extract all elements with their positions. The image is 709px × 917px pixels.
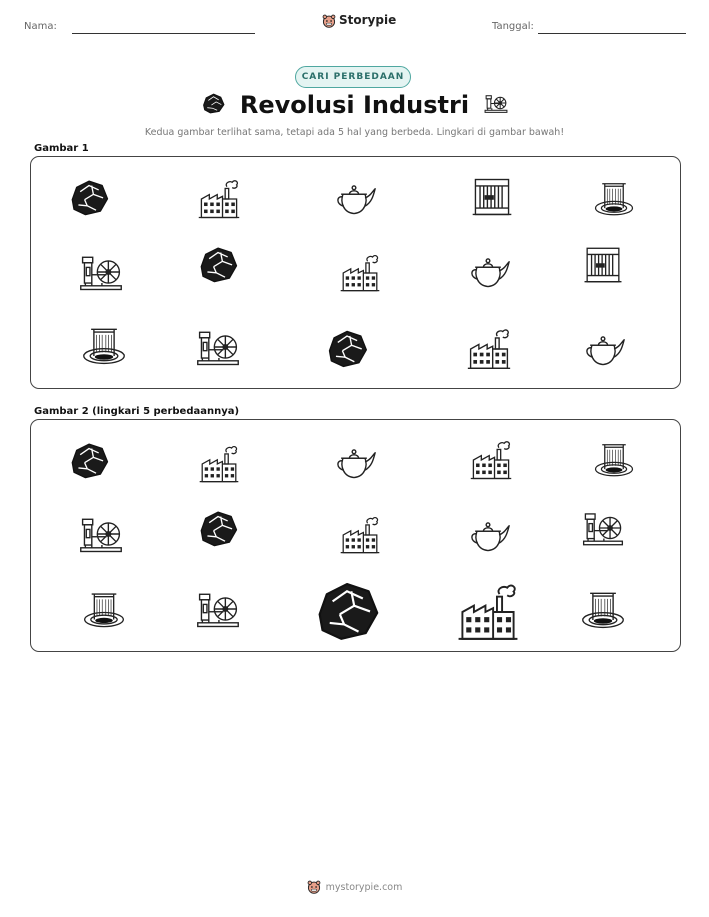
storypie-mascot-icon — [307, 880, 321, 894]
footer — [0, 880, 709, 894]
teapot-icon[interactable] — [465, 511, 511, 557]
panel1-label: Gambar 1 — [34, 143, 89, 154]
coal-icon — [196, 242, 240, 286]
title-text: Revolusi Industri — [239, 91, 470, 119]
footer-url[interactable]: mystorypie.com — [325, 881, 403, 893]
coal-icon — [198, 90, 228, 116]
coal-icon[interactable] — [196, 506, 240, 550]
mine-icon — [81, 322, 127, 368]
brand — [322, 13, 396, 27]
factory-icon[interactable] — [469, 438, 513, 482]
coal-icon[interactable] — [311, 574, 383, 646]
steam-engine-icon[interactable] — [195, 586, 241, 632]
mine-icon — [593, 177, 635, 219]
factory-icon[interactable] — [339, 514, 381, 556]
instructions: Kedua gambar terlihat sama, tetapi ada 5 hal yang berbeda. Lingkari di gambar bawah! — [144, 127, 565, 138]
factory-icon — [339, 252, 381, 294]
page-title — [0, 90, 709, 119]
factory-icon[interactable] — [456, 580, 520, 644]
coal-icon — [67, 175, 111, 219]
factory-icon — [197, 177, 241, 221]
teapot-icon[interactable] — [331, 438, 377, 484]
steam-engine-icon[interactable] — [581, 506, 625, 550]
name-field[interactable] — [72, 33, 255, 34]
loom-icon — [469, 174, 515, 220]
brand-name: Storypie — [339, 13, 397, 27]
date-label: Tanggal: — [492, 21, 534, 32]
mine-icon[interactable] — [82, 587, 126, 631]
factory-icon[interactable] — [198, 443, 240, 485]
mine-icon[interactable] — [580, 586, 626, 632]
panel2-label: Gambar 2 (lingkari 5 perbedaannya) — [34, 406, 240, 417]
teapot-icon — [331, 174, 377, 220]
teapot-icon — [580, 325, 626, 371]
mine-icon[interactable] — [593, 438, 635, 480]
activity-badge: CARI PERBEDAAN — [295, 66, 411, 88]
coal-icon — [324, 325, 370, 371]
coal-icon[interactable] — [67, 438, 111, 482]
loom-icon — [581, 243, 625, 287]
factory-icon — [466, 326, 512, 372]
steam-engine-icon — [481, 90, 511, 116]
steam-engine-icon — [195, 324, 241, 370]
name-label: Nama: — [24, 21, 57, 32]
steam-engine-icon — [78, 249, 124, 295]
teapot-icon — [465, 247, 511, 293]
steam-engine-icon[interactable] — [78, 511, 124, 557]
date-field[interactable] — [538, 33, 686, 34]
storypie-mascot-icon — [322, 13, 336, 27]
